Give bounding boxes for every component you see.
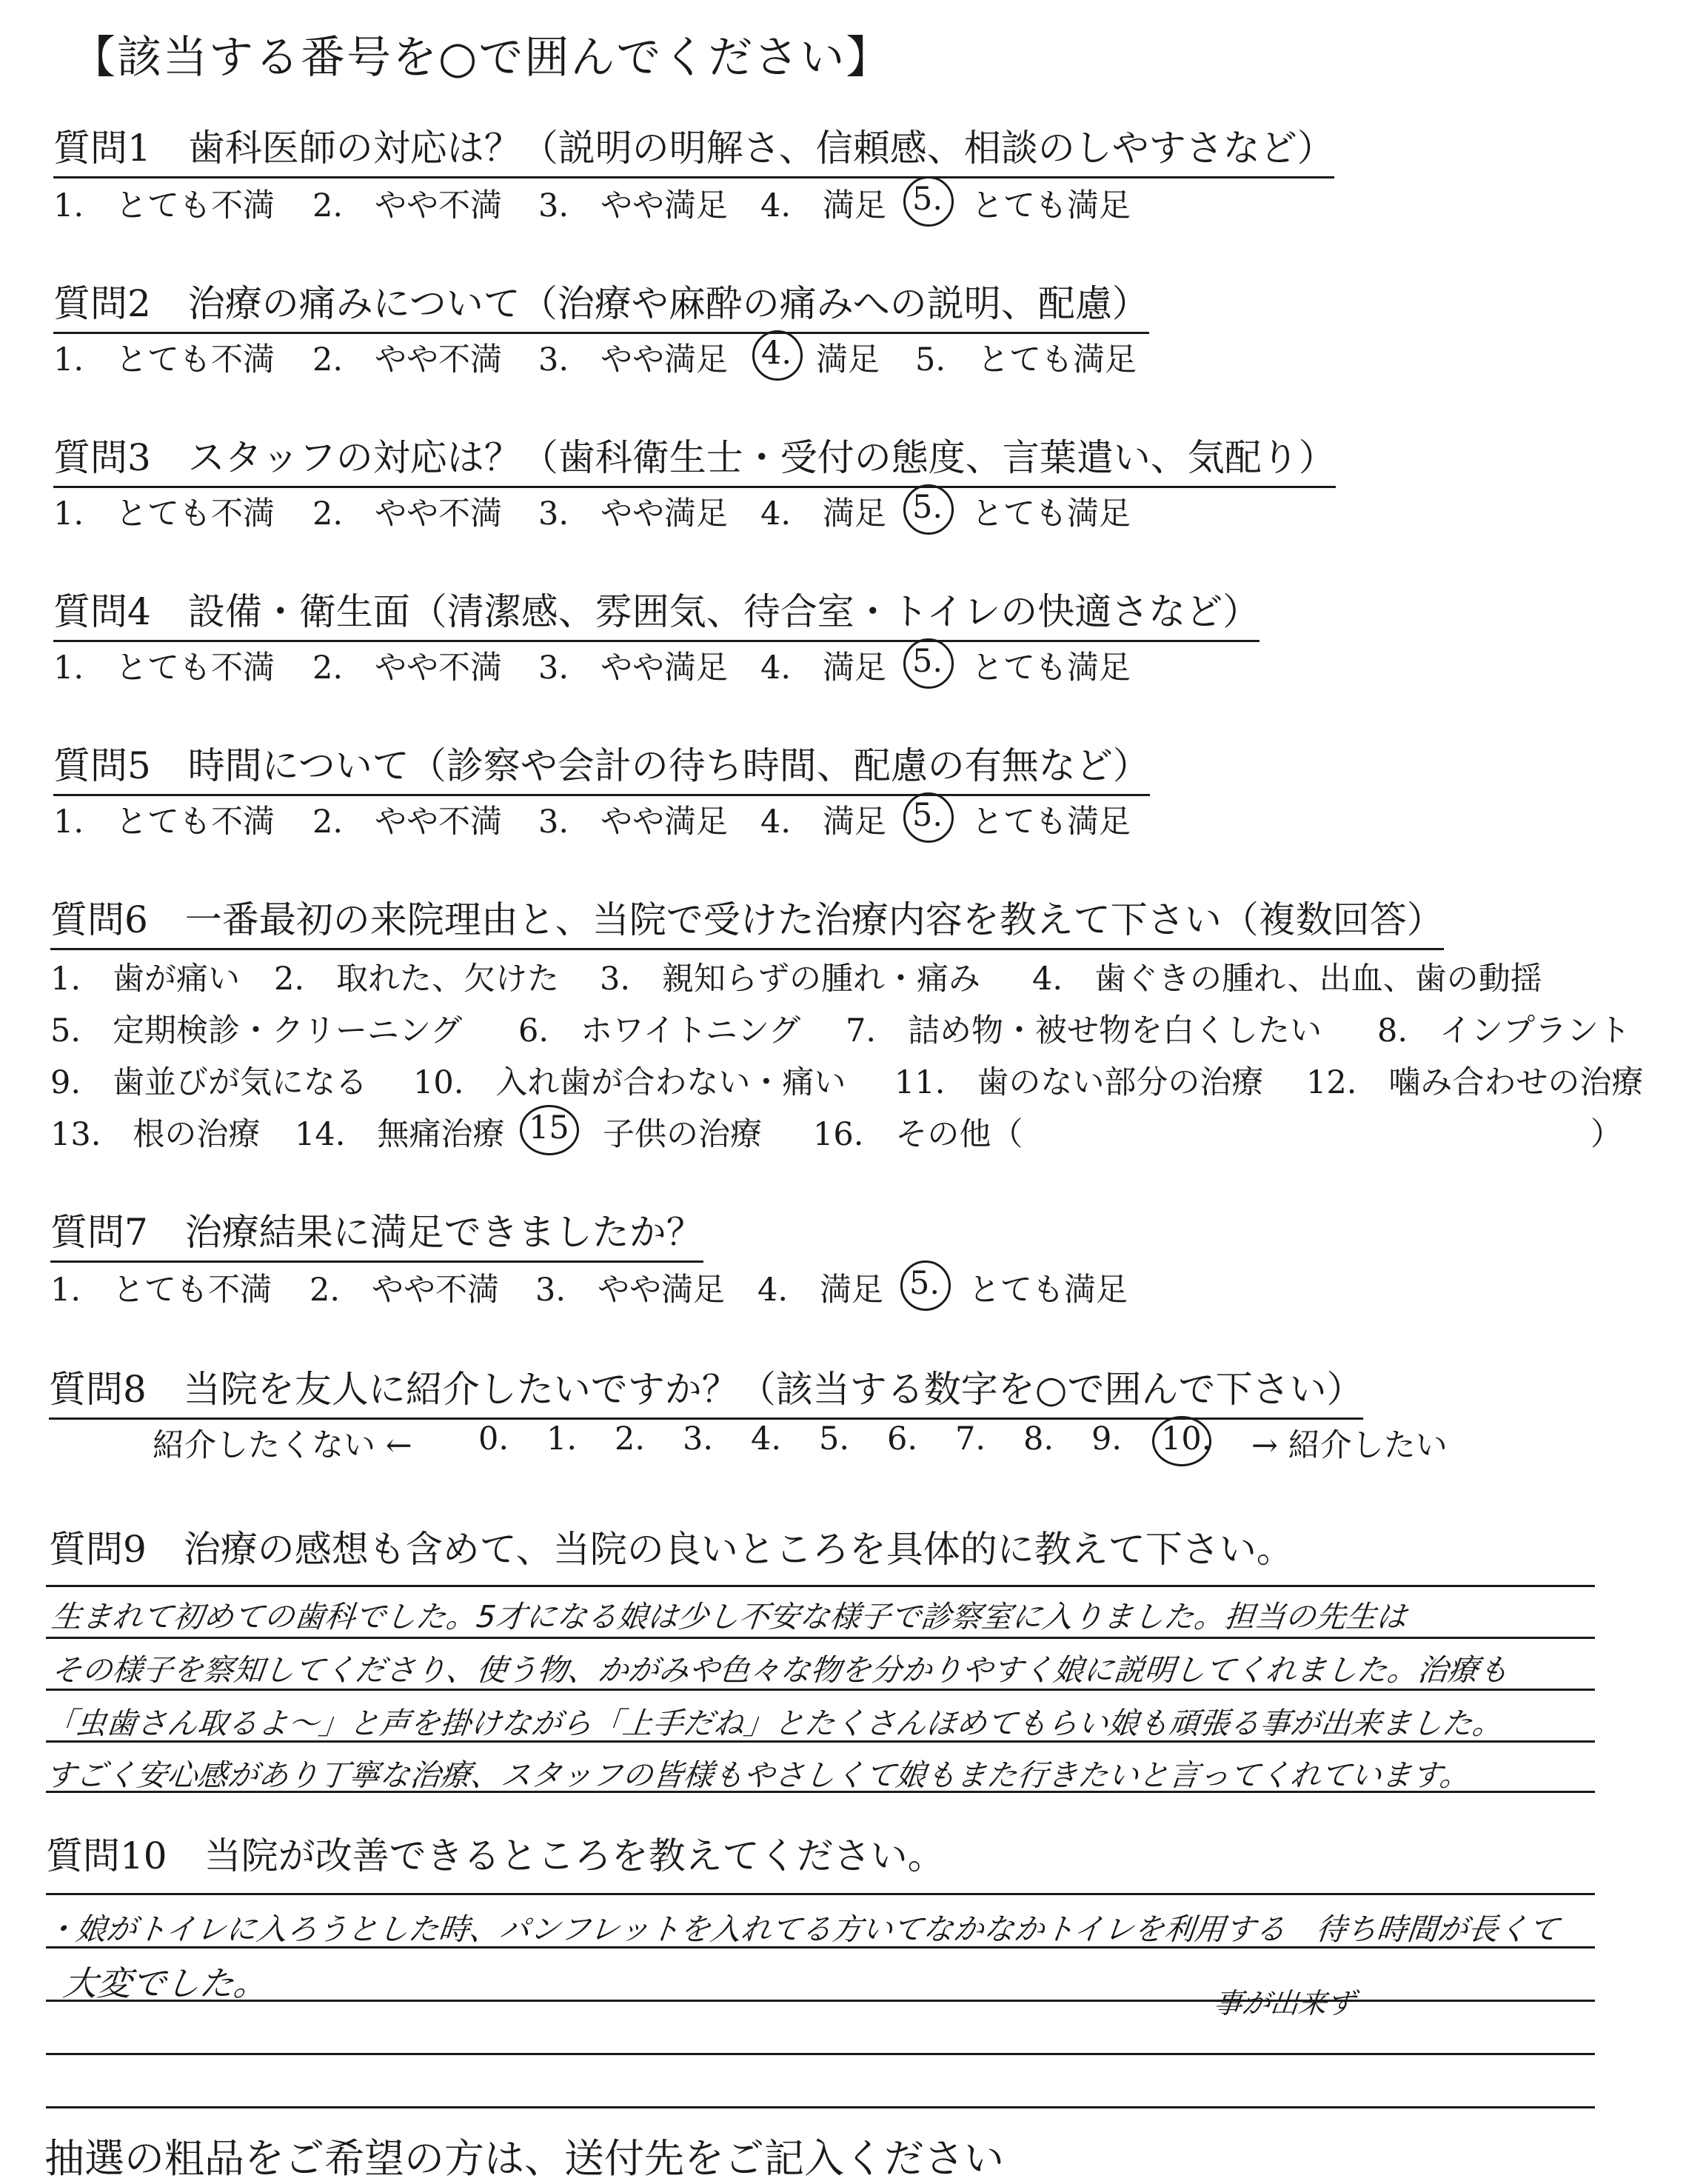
q7-option-4[interactable]: 4. 満足: [757, 1272, 884, 1309]
q4-option-5-circled[interactable]: 5.: [912, 643, 943, 680]
q4-option-2[interactable]: 2. やや不満: [312, 649, 503, 687]
q2-option-2[interactable]: 2. やや不満: [312, 341, 503, 378]
q2-option-4-label: 満足: [816, 341, 880, 378]
q3-option-3[interactable]: 3. やや満足: [538, 495, 729, 532]
q6-option-6[interactable]: 6. ホワイトニング: [518, 1012, 801, 1049]
q6-option-15-circled[interactable]: 15: [529, 1109, 569, 1146]
q5-option-5-circled[interactable]: 5.: [912, 797, 943, 834]
q4-option-3[interactable]: 3. やや満足: [538, 649, 729, 687]
q6-option-5[interactable]: 5. 定期検診・クリーニング: [50, 1012, 463, 1049]
q6-option-9[interactable]: 9. 歯並びが気になる: [50, 1064, 368, 1101]
q2-option-3[interactable]: 3. やや満足: [538, 341, 729, 378]
q3-option-1[interactable]: 1. とても不満: [53, 495, 275, 532]
q1-option-5-label: とても満足: [971, 187, 1131, 224]
prize-section-title: 抽選の粗品をご希望の方は、送付先をご記入ください: [44, 2135, 1004, 2182]
q1-option-4[interactable]: 4. 満足: [760, 187, 887, 224]
q8-option-4[interactable]: 4.: [751, 1420, 782, 1457]
q6-option-15-label: 子供の治療: [603, 1116, 762, 1153]
answer-rule: [46, 2106, 1595, 2108]
q4-option-1[interactable]: 1. とても不満: [53, 649, 275, 687]
question-10-title: 質問10 当院が改善できるところを教えてください。: [46, 1834, 945, 1877]
q1-option-2[interactable]: 2. やや不満: [312, 187, 503, 224]
question-10-answer-area[interactable]: [46, 1893, 1595, 2108]
q6-option-12[interactable]: 12. 噛み合わせの治療: [1306, 1064, 1644, 1101]
q6-option-16[interactable]: 16. その他（: [813, 1116, 1023, 1153]
question-7-title: 質問7 治療結果に満足できましたか？: [50, 1203, 703, 1263]
q3-option-5-circled[interactable]: 5.: [912, 489, 943, 526]
question-1-title: 質問1 歯科医師の対応は？（説明の明解さ、信頼感、相談のしやすさなど）: [53, 118, 1334, 178]
question-4-title: 質問4 設備・衛生面（清潔感、雰囲気、待合室・トイレの快適さなど）: [53, 582, 1260, 642]
q6-option-7[interactable]: 7. 詰め物・被せ物を白くしたい: [846, 1012, 1322, 1049]
answer-rule: [46, 1585, 1595, 1587]
q3-option-5-label: とても満足: [971, 495, 1131, 532]
q5-option-5-label: とても満足: [971, 804, 1131, 841]
question-5-title: 質問5 時間について（診察や会計の待ち時間、配慮の有無など）: [53, 736, 1150, 796]
question-3-title: 質問3 スタッフの対応は？（歯科衛生士・受付の態度、言葉遣い、気配り）: [53, 428, 1336, 488]
q6-option-3[interactable]: 3. 親知らずの腫れ・痛み: [600, 961, 981, 998]
q3-option-4[interactable]: 4. 満足: [760, 495, 887, 532]
question-2-title: 質問2 治療の痛みについて（治療や麻酔の痛みへの説明、配慮）: [53, 274, 1149, 334]
q6-option-14[interactable]: 14. 無痛治療: [295, 1116, 505, 1153]
q8-option-0[interactable]: 0.: [478, 1420, 509, 1457]
q7-option-2[interactable]: 2. やや不満: [310, 1272, 500, 1309]
q7-option-1[interactable]: 1. とても不満: [50, 1272, 272, 1309]
q2-option-1[interactable]: 1. とても不満: [53, 341, 275, 378]
q8-option-10-circled[interactable]: 10.: [1161, 1420, 1212, 1457]
q8-option-1[interactable]: 1.: [546, 1420, 578, 1457]
q8-option-3[interactable]: 3.: [683, 1420, 714, 1457]
answer-rule: [46, 1637, 1595, 1639]
question-9-title: 質問9 治療の感想も含めて、当院の良いところを具体的に教えて下さい。: [49, 1528, 1294, 1571]
question-8-title: 質問8 当院を友人に紹介したいですか？（該当する数字を○で囲んで下さい）: [49, 1360, 1363, 1420]
q6-other-close-paren: ）: [1590, 1116, 1622, 1153]
answer-rule: [46, 2053, 1595, 2055]
q9-answer-line-1: 生まれて初めての歯科でした。5才になる娘は少し不安な様子で診察室に入りました。担当の先生は: [50, 1599, 1409, 1634]
page-title: 【該当する番号を○で囲んでください】: [71, 32, 892, 84]
q6-option-11[interactable]: 11. 歯のない部分の治療: [894, 1064, 1264, 1101]
answer-rule: [46, 2000, 1595, 2002]
q7-option-3[interactable]: 3. やや満足: [535, 1272, 726, 1309]
q8-option-8[interactable]: 8.: [1023, 1420, 1054, 1457]
q8-option-2[interactable]: 2.: [615, 1420, 646, 1457]
q4-option-4[interactable]: 4. 満足: [760, 649, 887, 687]
q1-option-1[interactable]: 1. とても不満: [53, 187, 275, 224]
q9-answer-line-3: 「虫歯さん取るよ～」と声を掛けながら「上手だね」とたくさんほめてもらい娘も頑張る事が出来ました。: [44, 1706, 1505, 1741]
q5-option-3[interactable]: 3. やや満足: [538, 804, 729, 841]
q5-option-4[interactable]: 4. 満足: [760, 804, 887, 841]
q10-answer-line-1: ・娘がトイレに入ろうとした時、パンフレットを入れてる方いてなかなかトイレを利用する 待ち時間が長くて: [44, 1911, 1562, 1947]
q6-option-8[interactable]: 8. インプラント: [1377, 1012, 1631, 1049]
q9-answer-line-4: すごく安心感があり丁寧な治療、スタッフの皆様もやさしくて娘もまた行きたいと言ってくれています。: [44, 1757, 1472, 1793]
q1-option-5-circled[interactable]: 5.: [912, 181, 943, 218]
q8-left-label: 紹介したくない ←: [153, 1427, 412, 1464]
q9-answer-line-2: その様子を察知してくださり、使う物、かがみや色々な物を分かりやすく娘に説明してくれました。治療も: [50, 1652, 1511, 1688]
q6-option-2[interactable]: 2. 取れた、欠けた: [274, 961, 560, 998]
q10-answer-line-2: 大変でした。: [61, 1963, 270, 2003]
q2-option-5[interactable]: 5. とても満足: [915, 341, 1137, 378]
q6-option-13[interactable]: 13. 根の治療: [50, 1116, 261, 1153]
q3-option-2[interactable]: 2. やや不満: [312, 495, 503, 532]
q10-answer-insert: 事が出来ず: [1212, 1987, 1357, 2020]
q8-option-5[interactable]: 5.: [819, 1420, 850, 1457]
q7-option-5-circled[interactable]: 5.: [909, 1265, 940, 1302]
q8-option-7[interactable]: 7.: [955, 1420, 986, 1457]
q5-option-1[interactable]: 1. とても不満: [53, 804, 275, 841]
q7-option-5-label: とても満足: [969, 1272, 1128, 1309]
q5-option-2[interactable]: 2. やや不満: [312, 804, 503, 841]
q8-right-label: → 紹介したい: [1251, 1427, 1448, 1464]
q8-option-6[interactable]: 6.: [887, 1420, 918, 1457]
q8-option-9[interactable]: 9.: [1091, 1420, 1123, 1457]
q1-option-3[interactable]: 3. やや満足: [538, 187, 729, 224]
answer-rule: [46, 1893, 1595, 1895]
q6-option-4[interactable]: 4. 歯ぐきの腫れ、出血、歯の動揺: [1032, 961, 1542, 998]
q6-option-1[interactable]: 1. 歯が痛い: [50, 961, 241, 998]
q2-option-4-circled[interactable]: 4.: [761, 335, 792, 372]
question-6-title: 質問6 一番最初の来院理由と、当院で受けた治療内容を教えて下さい（複数回答）: [50, 890, 1444, 950]
q4-option-5-label: とても満足: [971, 649, 1131, 687]
question-9-answer-area[interactable]: [46, 1585, 1595, 1792]
q6-option-10[interactable]: 10. 入れ歯が合わない・痛い: [413, 1064, 846, 1101]
